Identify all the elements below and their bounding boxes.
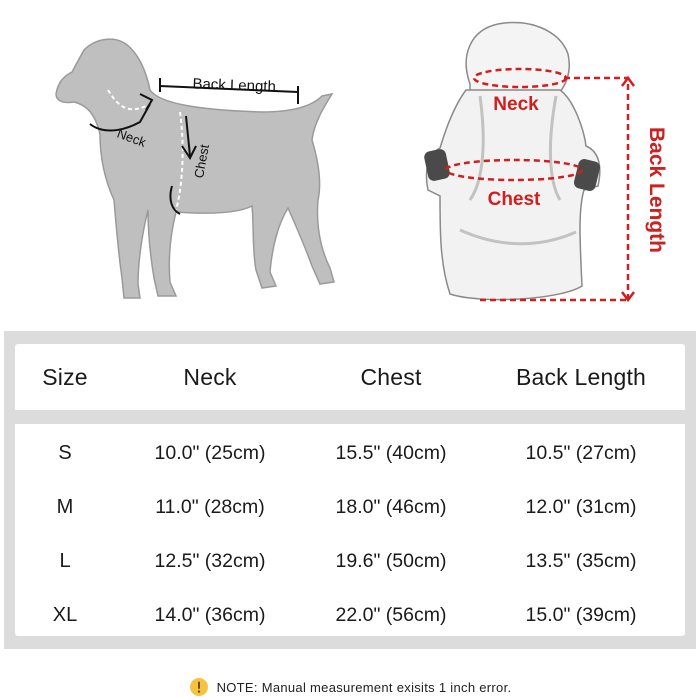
table-row — [15, 480, 685, 534]
table-row — [15, 426, 685, 480]
table-row — [15, 534, 685, 588]
chest-cell: 18.0" (46cm) — [335, 495, 447, 518]
note-text: NOTE: Manual measurement exisits 1 inch error. — [216, 679, 512, 695]
table-header-row — [15, 344, 685, 424]
measurement-illustrations — [0, 0, 700, 320]
dog-chest-label: Chest — [191, 143, 212, 180]
neck-cell: 10.0" (25cm) — [154, 441, 266, 464]
back-length-cell: 13.5" (35cm) — [525, 549, 637, 572]
table-row — [15, 588, 685, 642]
measurement-note — [0, 674, 700, 700]
dog-diagram — [56, 39, 334, 298]
hoodie-back-length-label: Back Length — [645, 126, 668, 254]
size-cell: M — [56, 495, 74, 518]
neck-cell: 14.0" (36cm) — [154, 603, 266, 626]
chest-cell: 15.5" (40cm) — [335, 441, 447, 464]
size-chart-frame — [4, 331, 696, 649]
neck-cell: 11.0" (28cm) — [155, 495, 265, 518]
neck-cell: 12.5" (32cm) — [154, 549, 266, 572]
back-length-cell: 10.5" (27cm) — [525, 441, 637, 464]
size-chart-table — [15, 344, 685, 636]
hoodie-hood — [466, 22, 569, 92]
hoodie-neck-label: Neck — [493, 94, 539, 115]
header-size: Size — [42, 363, 88, 390]
back-length-cell: 12.0" (31cm) — [525, 495, 637, 518]
chest-cell: 19.6" (50cm) — [335, 549, 447, 572]
size-cell: L — [59, 549, 71, 572]
warning-icon — [189, 677, 209, 697]
header-chest: Chest — [360, 363, 422, 390]
dog-back-length-label: Back Length — [192, 75, 277, 96]
back-length-cell: 15.0" (39cm) — [525, 603, 637, 626]
hoodie-diagram — [423, 22, 668, 300]
chest-cell: 22.0" (56cm) — [335, 603, 447, 626]
hoodie-chest-label: Chest — [487, 189, 541, 210]
header-neck: Neck — [183, 363, 237, 390]
header-back-length: Back Length — [515, 363, 647, 390]
size-cell: XL — [52, 603, 78, 626]
size-cell: S — [58, 441, 72, 464]
dog-neck-label: Neck — [115, 125, 149, 150]
